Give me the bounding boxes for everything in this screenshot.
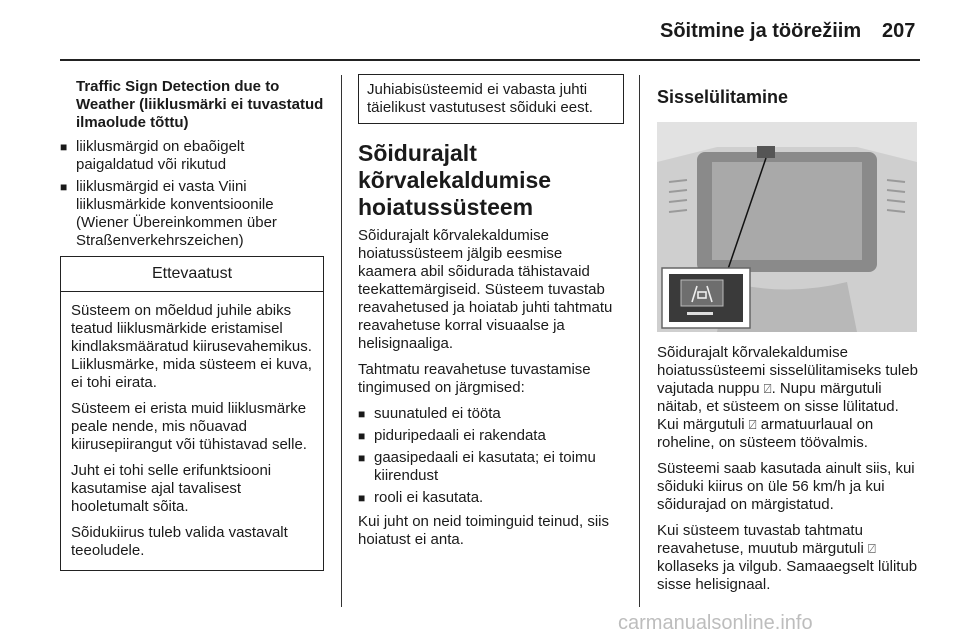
subheading: Traffic Sign Detection due to Weather (liiklusmärki ei tuvastatud ilmaolude tõttu) xyxy=(76,78,324,131)
section-heading: Sõidurajalt kõrvalekaldumise hoiatussüsteem xyxy=(358,140,552,220)
caution-title: Ettevaatust xyxy=(61,257,323,292)
column-divider-left xyxy=(341,75,342,607)
lane-assist-icon: ⍁ xyxy=(748,417,757,432)
list-item: ■ piduripedaali ei rakendata xyxy=(358,427,624,445)
closing-paragraph: Kui juht on neid toiminguid teinud, siis hoiatust ei anta. xyxy=(358,513,609,548)
activation-text: . Nupu märgutuli näitab, et süsteem on sisse lülitatud. Kui märgutuli xyxy=(657,380,899,433)
intro-paragraph: Sõidurajalt kõrvalekaldumise hoiatussüsteem jälgib eesmise kaamera abil sõidurada tähistavaid teekattemärgiseid. Süsteem tuvastab reavahetused ja hoiatab juhti tahtmatu reavahetuse korral visuaalse ja helisignaaliga. xyxy=(358,227,613,352)
conditions-list xyxy=(358,405,624,507)
column-divider-right xyxy=(639,75,640,607)
caution-paragraph: Süsteem on mõeldud juhile abiks teatud liiklusmärkide eristamisel kindlaksmääratud kiirusevahemikus. Liiklusmärke, mida süsteem ei kuva, ei tohi eirata. xyxy=(71,302,312,391)
warning-text: Kui süsteem tuvastab tahtmatu reavahetuse, muutub märgutuli xyxy=(657,522,864,557)
speed-paragraph: Süsteemi saab kasutada ainult siis, kui sõiduki kiirus on üle 56 km/h ja kui sõidurajad on märgistatud. xyxy=(657,460,915,513)
list-item: ■ liiklusmärgid on ebaõigelt paigaldatud või rikutud xyxy=(60,138,324,174)
bullet-list xyxy=(60,138,324,250)
right-column xyxy=(657,78,921,602)
conditions-intro: Tahtmatu reavahetuse tuvastamise tingimused on järgmised: xyxy=(358,361,591,396)
middle-column xyxy=(358,74,624,557)
dashboard-illustration xyxy=(657,122,917,332)
note-text: Juhiabisüsteemid ei vabasta juhti täielikust vastutusest sõiduki eest. xyxy=(367,81,593,116)
caution-paragraph: Süsteem ei erista muid liiklusmärke peale nende, mis nõuavad kiirusepiirangut või tühistavad selle. xyxy=(71,400,307,453)
list-item: ■ rooli ei kasutata. xyxy=(358,489,624,507)
caution-box xyxy=(60,256,324,571)
list-item: ■ liiklusmärgid ei vasta Viini liiklusmärkide konventsioonile (Wiener Übereinkommen über Straßenverkehrszeichen) xyxy=(60,178,324,250)
list-item: ■ suunatuled ei tööta xyxy=(358,405,624,423)
activation-text: armatuurlaual on roheline, on süsteem töövalmis. xyxy=(657,416,874,451)
page-number: 207 xyxy=(882,20,916,42)
caution-paragraph: Juht ei tohi selle erifunktsiooni kasutamise ajal tavalisest hooletumalt sõita. xyxy=(71,462,272,515)
warning-text: kollaseks ja vilgub. Samaaegselt lülitub sisse helisignaal. xyxy=(657,558,918,593)
page-title: Sõitmine ja töörežiim xyxy=(660,20,862,42)
note-box xyxy=(358,74,624,124)
section-heading: Sisselülitamine xyxy=(657,87,789,107)
left-column xyxy=(60,78,324,571)
activation-text: Sõidurajalt kõrvalekaldumise hoiatussüsteemi sisselülitamiseks tuleb vajutada nuppu xyxy=(657,344,918,397)
lane-assist-icon: ⍁ xyxy=(763,381,772,396)
watermark: carmanualsonline.info xyxy=(618,612,813,634)
header-rule xyxy=(60,59,920,61)
list-item: ■ gaasipedaali ei kasutata; ei toimu kiirendust xyxy=(358,449,624,485)
caution-paragraph: Sõidukiirus tuleb valida vastavalt teeoludele. xyxy=(71,524,288,559)
lane-assist-icon: ⍁ xyxy=(867,541,876,556)
